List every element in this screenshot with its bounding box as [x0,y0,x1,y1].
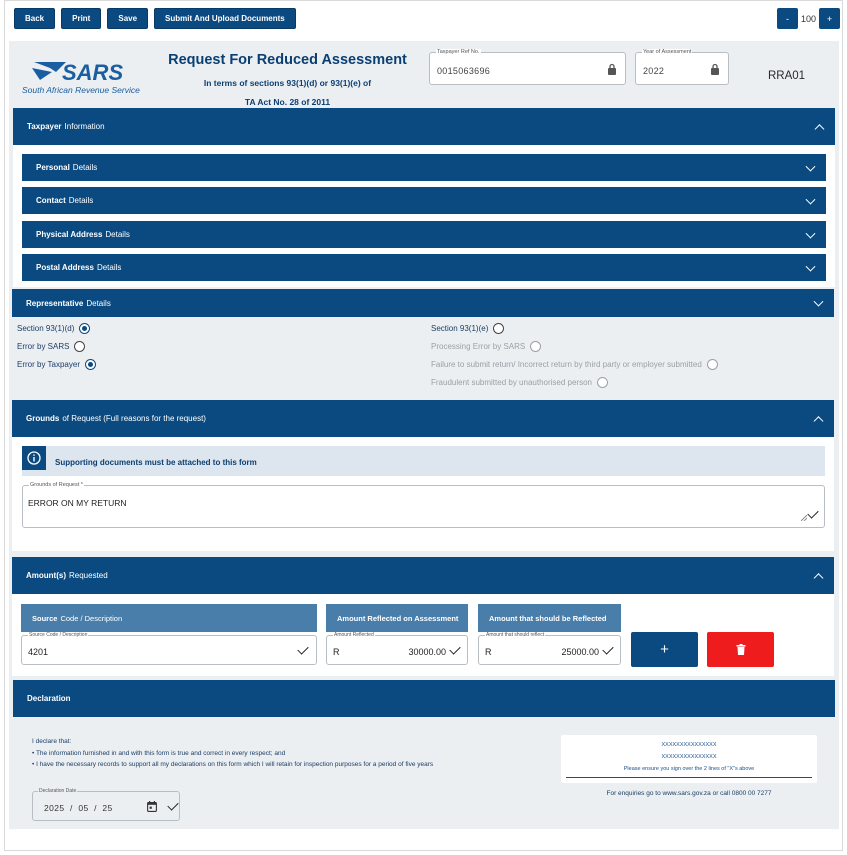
section-grounds-of-request[interactable] [12,400,834,437]
trash-icon [736,644,746,655]
section-title-rest: Details [72,163,98,172]
declaration-date-value: 2025 / 05 / 25 [44,803,113,813]
form-code: RRA01 [768,70,806,82]
chevron-up-icon [814,573,824,583]
section-title-bold: Amount(s) [26,571,66,580]
grounds-value: ERROR ON MY RETURN [28,498,127,508]
zoom-in-button[interactable]: + [819,8,840,29]
signature-divider [566,777,812,778]
toolbar [14,8,296,29]
radio-button[interactable] [85,359,96,370]
section-title-rest: Requested [69,571,108,580]
radio-label: Fraudulent submitted by unauthorised person [431,378,592,387]
amount-should-reflect-input[interactable] [478,632,621,665]
print-button[interactable]: Print [61,8,101,29]
chevron-down-icon [806,261,816,271]
currency-symbol: R [485,647,492,657]
section-title-rest: of Request (Full reasons for the request) [62,414,206,423]
section-title-bold: Physical Address [36,230,103,239]
section-title-bold: Taxpayer [27,122,62,131]
page-title: Request For Reduced Assessment [168,52,407,68]
logo-tagline: South African Revenue Service [22,85,140,95]
declaration-date-input[interactable] [32,788,180,821]
section-title-bold: Declaration [27,694,71,703]
radio-error-by-sars[interactable] [17,341,85,352]
year-value: 2022 [643,66,665,76]
radio-section-93-1-e[interactable] [431,323,504,334]
section-representative-details[interactable] [12,289,834,317]
date-day: 25 [102,803,113,813]
zoom-out-button[interactable]: - [777,8,798,29]
section-title-rest: Details [105,230,130,239]
section-physical-address-details[interactable] [22,221,826,248]
chevron-down-icon [814,297,824,307]
radio-fraudulent [431,377,608,388]
radio-label: Error by Taxpayer [17,360,80,369]
page-subtitle [160,74,415,112]
info-icon [22,446,46,470]
section-title-bold: Postal Address [36,263,94,272]
chevron-down-icon [806,228,816,238]
chevron-down-icon [806,161,816,171]
chevron-down-icon [806,194,816,204]
lock-icon [607,63,617,75]
signature-line-1: XXXXXXXXXXXXXXX [661,742,717,748]
date-year: 2025 [44,803,65,813]
chevron-up-icon [815,124,825,134]
column-header-source [21,604,317,632]
section-title-bold: Grounds [26,414,60,423]
date-month: 05 [78,803,89,813]
radio-label: Processing Error by SARS [431,342,526,351]
declaration-intro: I declare that: [32,738,72,745]
section-title-bold: Contact [36,196,66,205]
radio-label: Failure to submit return/ Incorrect return by third party or employer submitted [431,360,702,369]
amount-reflected-label: Amount Reflected [334,632,374,638]
zoom-control [777,8,840,29]
year-label: Year of Assessment [643,49,692,55]
radio-button [707,359,718,370]
check-icon [602,643,613,654]
source-code-label: Source Code / Description [29,632,88,638]
grounds-label: Grounds of Request * [30,482,83,488]
section-title-rest: Details [86,298,111,308]
check-icon [167,799,178,810]
resize-handle-icon[interactable] [801,515,807,521]
radio-button[interactable] [74,341,85,352]
info-text: Supporting documents must be attached to this form [55,458,257,467]
check-icon [297,643,308,654]
amount-reflected-value: 30000.00 [408,647,446,657]
section-title-bold: Representative [26,298,84,308]
section-title-rest: Details [96,263,122,272]
column-header-amount-should-reflect: Amount that should be Reflected [478,604,621,632]
amount-should-reflect-label: Amount that should reflect [486,632,545,638]
taxpayer-ref-field [429,49,626,85]
subtitle-line-1: In terms of sections 93(1)(d) or 93(1)(e) of [203,78,372,88]
section-amounts-requested[interactable] [12,557,834,594]
taxpayer-ref-value: 0015063696 [437,66,491,76]
info-banner [22,446,825,476]
radio-button [597,377,608,388]
radio-label: Section 93(1)(e) [431,324,489,333]
declaration-bullet-2: • I have the necessary records to support all my declarations on this form which I will retain for inspection purposes for a period of five years [32,761,434,768]
signature-line-2: XXXXXXXXXXXXXXX [661,754,717,760]
subtitle-line-2: TA Act No. 28 of 2011 [244,97,331,107]
check-icon [449,643,460,654]
amount-reflected-input[interactable] [326,632,468,665]
section-postal-address-details[interactable] [22,254,826,281]
radio-failure-to-submit [431,359,718,370]
check-icon [807,507,818,518]
chevron-up-icon [814,416,824,426]
declaration-date-label: Declaration Date [39,788,77,794]
section-contact-details[interactable] [22,187,826,214]
radio-button [530,341,541,352]
source-code-value: 4201 [28,647,49,657]
year-of-assessment-field [635,49,729,85]
save-button[interactable]: Save [107,8,148,29]
source-code-input[interactable] [21,632,317,665]
submit-upload-button[interactable]: Submit And Upload Documents [154,8,296,29]
section-personal-details[interactable] [22,154,826,181]
signature-box[interactable] [561,735,817,783]
radio-label: Error by SARS [17,342,70,351]
radio-error-by-taxpayer[interactable] [17,359,96,370]
calendar-icon[interactable] [147,801,157,812]
svg-text:SARS: SARS [62,60,124,85]
back-button[interactable]: Back [14,8,55,29]
signature-note: Please ensure you sign over the 2 lines of "X"s above [623,766,755,772]
add-row-button[interactable]: + [631,632,698,667]
taxpayer-ref-label: Taxpayer Ref No. [437,49,480,55]
declaration-text [32,736,433,771]
radio-button[interactable] [79,323,90,334]
radio-processing-error [431,341,541,352]
section-title-bold: Personal [36,163,70,172]
lock-icon [710,63,720,75]
radio-button[interactable] [493,323,504,334]
enquiries-text: For enquiries go to www.sars.gov.za or call 0800 00 7277 [606,790,772,797]
radio-label: Section 93(1)(d) [17,324,75,333]
grounds-of-request-textarea[interactable] [22,482,825,528]
section-title-rest: Details [68,196,94,205]
section-taxpayer-information[interactable] [13,108,835,145]
delete-row-button[interactable] [707,632,774,667]
amount-should-reflect-value: 25000.00 [561,647,599,657]
currency-symbol: R [333,647,340,657]
section-title-rest: Information [64,122,105,131]
column-title-bold: Source [32,613,58,623]
section-declaration [13,680,835,717]
radio-section-93-1-d[interactable] [17,323,90,334]
zoom-level: 100 [800,13,816,24]
column-header-amount-reflected: Amount Reflected on Assessment [326,604,468,632]
column-title-rest: Code / Description [60,613,123,623]
declaration-bullet-1: • The information furnished in and with this form is true and correct in every respect; and [32,749,286,757]
